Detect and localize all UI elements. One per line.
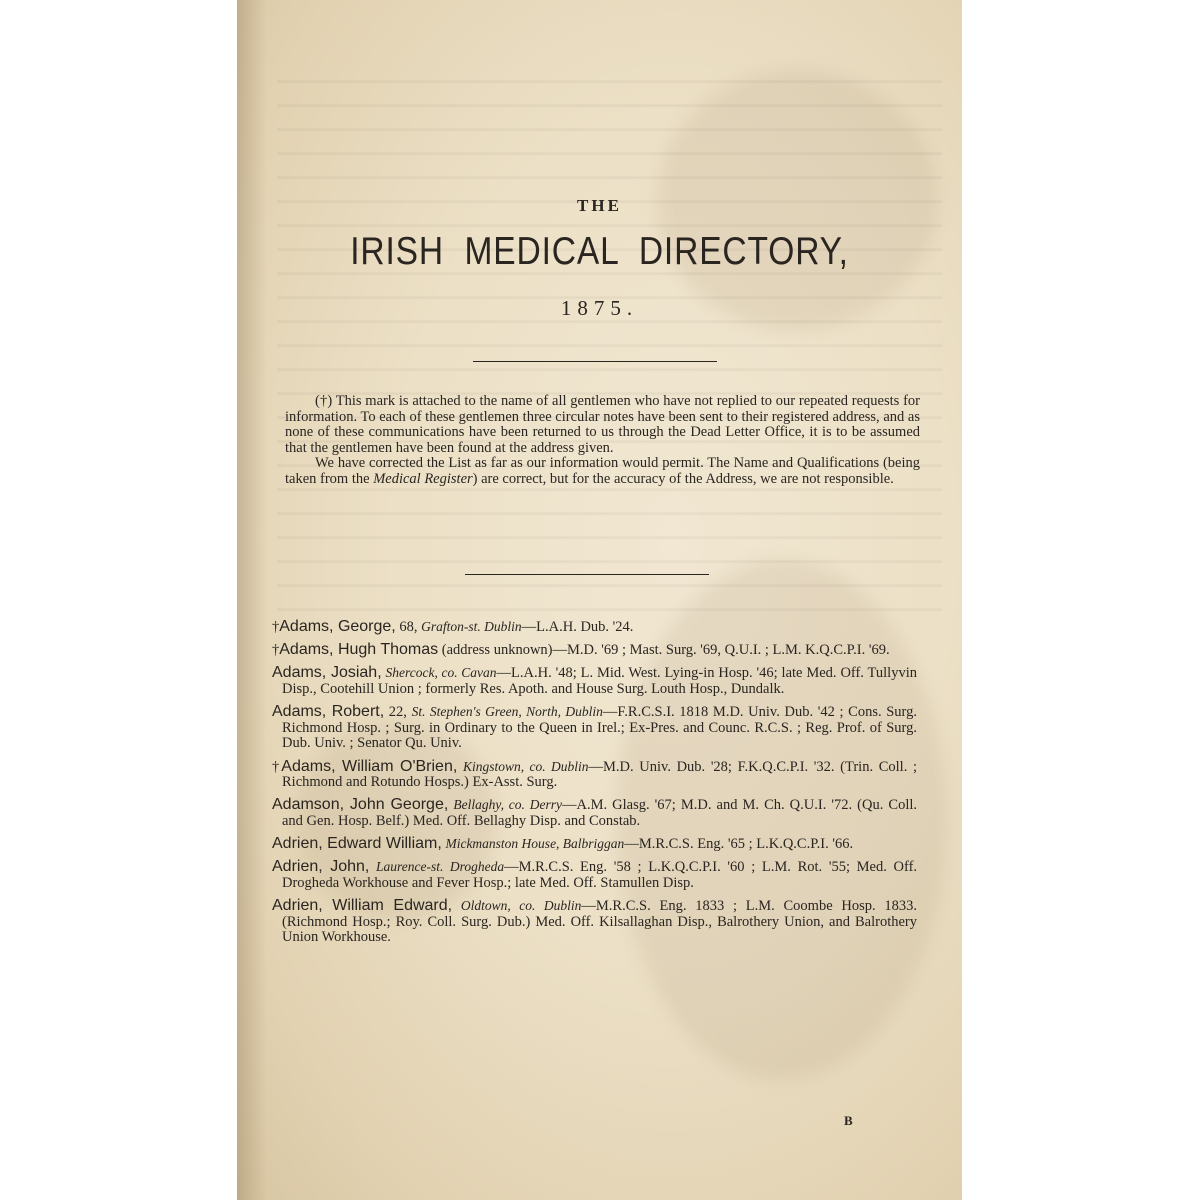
directory-entry [272,797,917,829]
entry-details: —M.D. Univ. Dub. '28; F.K.Q.C.P.I. '32. (Trin. Coll. ; Richmond and Rotundo Hosps.) Ex-Asst. Surg. [282,758,918,791]
entry-address: St. Stephen's Green, North, Dublin [411,704,603,720]
entry-prefix: 22, [384,704,412,721]
directory-entries [272,619,917,952]
dagger-mark: † [272,758,282,775]
entry-details: —L.A.H. '48; L. Mid. West. Lying-in Hosp. '46; late Med. Off. Tullyvin Disp., Cootehill Union ; formerly Res. Apoth. and House Surg. Louth Hosp., Dundalk. [282,665,917,697]
divider-rule [465,574,709,575]
directory-entry [272,898,917,946]
entry-name: Adams, William O'Brien, [281,757,458,775]
directory-entry [272,759,917,791]
entry-details: (address unknown)—M.D. '69 ; Mast. Surg. '69, Q.U.I. ; L.M. K.Q.C.P.I. '69. [441,642,890,659]
page-title: IRISH MEDICAL DIRECTORY, [350,230,849,273]
entry-address: Bellaghy, co. Derry [453,797,562,813]
book-page [237,0,962,1200]
directory-entry [272,836,917,853]
entry-prefix [452,898,461,914]
entry-details: —F.R.C.S.I. 1818 M.D. Univ. Dub. '42 ; Cons. Surg. Richmond Hosp. ; Surg. in Ordinary to the Queen in Irel.; Ex-Pres. and Counc. R.C.S. ; Reg. Prof. of Surg. Dub. Univ. ; Senator Qu. Univ. [282,704,918,752]
directory-entry [272,665,917,697]
entry-details: —M.R.C.S. Eng. '58 ; L.K.Q.C.P.I. '60 ; L.M. Rot. '55; Med. Off. Drogheda Workhouse and Fever Hosp.; late Med. Off. Stamullen Disp. [282,859,918,891]
entry-name: Adams, George, [279,618,396,635]
entry-address: Kingstown, co. Dublin [462,758,589,774]
intro-paragraph-1: (†) This mark is attached to the name of all gentlemen who have not replied to our repeated requests for information. To each of these gentlemen three circular notes have been sent to their registered address, and as none of these communications have been returned to us through the Dead Letter Office, it is to be assumed that the gentlemen have been found at the address given. [285,393,920,456]
entry-name: Adrien, William Edward, [272,897,453,915]
entry-name: Adrien, John, [272,858,370,876]
entry-name: Adams, Josiah, [272,664,382,682]
directory-entry [272,619,917,636]
entry-details: —L.A.H. Dub. '24. [521,619,634,635]
intro-p2-text: We have corrected the List as far as our information would permit. The Name and Qualifications (being taken from the [285,455,920,487]
divider-rule [473,361,717,362]
entry-name: Adams, Robert, [272,703,385,721]
entry-name: Adams, Hugh Thomas [279,641,439,659]
title-year: 1875. [560,296,639,320]
dagger-mark: † [272,642,280,659]
entry-name: Adrien, Edward William, [272,835,442,853]
entry-address: Laurence-st. Drogheda [376,859,505,875]
entry-details: —M.R.C.S. Eng. 1833 ; L.M. Coombe Hosp. 1833. (Richmond Hosp.; Roy. Coll. Surg. Dub.) Med. Off. Kilsallaghan Disp., Balrothery Union, and Balrothery Union Workhouse. [282,898,918,946]
entry-details: —M.R.C.S. Eng. '65 ; L.K.Q.C.P.I. '66. [624,836,854,853]
directory-entry [272,859,917,891]
intro-paragraph-2 [285,456,920,487]
entry-prefix: 68, [395,619,422,635]
entry-address: Shercock, co. Cavan [385,665,497,681]
signature-mark: B [844,1113,853,1128]
intro-p2-italic: Medical Register [373,470,473,487]
directory-entry [272,704,917,752]
entry-address: Grafton-st. Dublin [421,619,522,634]
title-article: THE [577,196,622,215]
directory-entry [272,642,917,659]
entry-address: Mickmanston House, Balbriggan [445,836,625,852]
entry-name: Adamson, John George, [272,796,449,814]
entry-details: —A.M. Glasg. '67; M.D. and M. Ch. Q.U.I. '72. (Qu. Coll. and Gen. Hosp. Belf.) Med. Off. Bellaghy Disp. and Constab. [282,797,918,829]
show-through-text [277,60,942,620]
dagger-mark: † [272,619,280,635]
intro-notice [285,394,920,488]
intro-p2-text-end: ) are correct, but for the accuracy of the Address, we are not responsible. [472,470,894,487]
entry-address: Oldtown, co. Dublin [460,898,582,914]
